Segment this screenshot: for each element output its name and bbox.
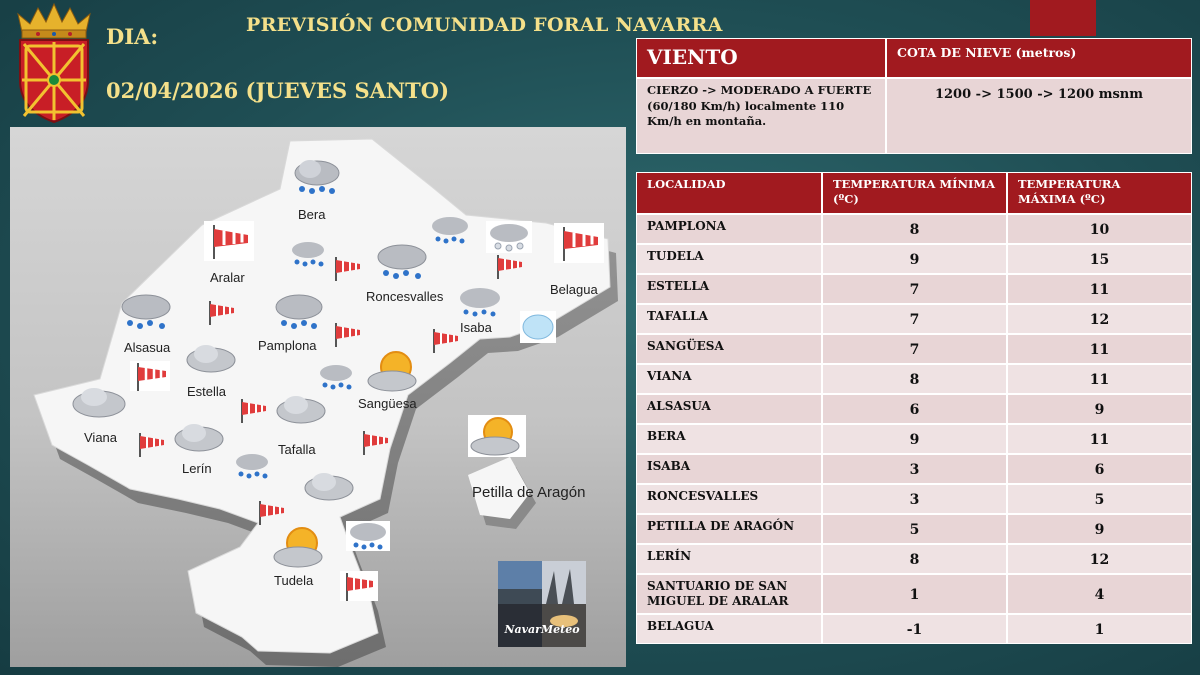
cell-locality: ESTELLA	[636, 274, 822, 304]
cell-max-temp: 6	[1007, 454, 1192, 484]
column-header-max-temp: TEMPERATURA MÁXIMA (ºC)	[1007, 172, 1192, 214]
cell-locality: LERÍN	[636, 544, 822, 574]
town-label-alsasua: Alsasua	[124, 340, 171, 355]
cell-min-temp: 8	[822, 544, 1007, 574]
table-row	[636, 514, 1192, 544]
cell-min-temp: 3	[822, 484, 1007, 514]
cell-locality: BERA	[636, 424, 822, 454]
town-label-estella: Estella	[187, 384, 227, 399]
cell-min-temp: 9	[822, 244, 1007, 274]
table-row	[636, 244, 1192, 274]
table-row	[636, 454, 1192, 484]
cell-locality: PETILLA DE ARAGÓN	[636, 514, 822, 544]
wind-description: CIERZO -> MODERADO A FUERTE (60/180 Km/h) localmente 110 Km/h en montaña.	[636, 78, 886, 154]
cell-min-temp: 7	[822, 274, 1007, 304]
cell-max-temp: 1	[1007, 614, 1192, 644]
cell-max-temp: 5	[1007, 484, 1192, 514]
sun-cloud-icon	[272, 525, 328, 569]
cell-max-temp: 11	[1007, 274, 1192, 304]
rain-cloud-icon	[290, 157, 344, 197]
cell-max-temp: 12	[1007, 544, 1192, 574]
snow-level-header: COTA DE NIEVE (metros)	[886, 38, 1192, 78]
cell-locality: SANGÜESA	[636, 334, 822, 364]
cell-locality: VIANA	[636, 364, 822, 394]
sun-cloud-icon	[468, 415, 526, 457]
rain-cloud-icon	[316, 363, 356, 391]
ice-icon	[520, 311, 556, 343]
town-label-viana: Viana	[84, 430, 118, 445]
town-label-pamplona: Pamplona	[258, 338, 317, 353]
cell-min-temp: 7	[822, 334, 1007, 364]
navarmeteo-logo	[498, 561, 586, 647]
windsock-icon	[204, 299, 238, 325]
cell-locality: RONCESVALLES	[636, 484, 822, 514]
cloud-icon	[302, 470, 356, 502]
table-row	[636, 214, 1192, 244]
day-label: DIA:	[106, 24, 159, 49]
cell-locality: BELAGUA	[636, 614, 822, 644]
rain-cloud-icon	[272, 292, 326, 334]
cell-locality: ISABA	[636, 454, 822, 484]
town-label-aralar: Aralar	[210, 270, 245, 285]
town-label-petilla: Petilla de Aragón	[472, 484, 586, 501]
navarra-coat-of-arms-icon	[8, 2, 100, 124]
town-label-lerin: Lerín	[182, 461, 212, 476]
windsock-icon	[204, 221, 254, 261]
column-header-min-temp: TEMPERATURA MÍNIMA (ºC)	[822, 172, 1007, 214]
forecast-date: 02/04/2026 (JUEVES SANTO)	[106, 78, 450, 103]
temperature-table-header	[636, 172, 1192, 214]
sun-cloud-icon	[366, 349, 422, 393]
town-label-roncesvalles: Roncesvalles	[366, 289, 444, 304]
windsock-icon	[340, 571, 378, 601]
cell-min-temp: 7	[822, 304, 1007, 334]
cloud-icon	[274, 393, 328, 425]
town-label-bera: Bera	[298, 207, 326, 222]
cloud-icon	[70, 385, 128, 419]
town-label-sanguesa: Sangüesa	[358, 396, 417, 411]
windsock-icon	[492, 253, 526, 279]
column-header-locality: LOCALIDAD	[636, 172, 822, 214]
cell-locality: TUDELA	[636, 244, 822, 274]
page-title: PREVISIÓN COMUNIDAD FORAL NAVARRA	[246, 14, 723, 36]
cell-max-temp: 11	[1007, 364, 1192, 394]
cell-min-temp: 8	[822, 214, 1007, 244]
cell-min-temp: 8	[822, 364, 1007, 394]
cell-min-temp: 9	[822, 424, 1007, 454]
table-row	[636, 424, 1192, 454]
windsock-icon	[330, 321, 364, 347]
cell-max-temp: 4	[1007, 574, 1192, 614]
snow-cloud-icon	[486, 221, 532, 253]
table-row	[636, 304, 1192, 334]
table-row	[636, 334, 1192, 364]
cell-max-temp: 11	[1007, 334, 1192, 364]
cell-max-temp: 11	[1007, 424, 1192, 454]
windsock-icon	[254, 499, 288, 525]
table-row	[636, 394, 1192, 424]
cell-min-temp: 1	[822, 574, 1007, 614]
table-row	[636, 544, 1192, 574]
cell-max-temp: 9	[1007, 394, 1192, 424]
rain-cloud-icon	[456, 285, 504, 321]
table-row	[636, 484, 1192, 514]
cell-min-temp: -1	[822, 614, 1007, 644]
cell-locality: SANTUARIO DE SAN MIGUEL DE ARALAR	[636, 574, 822, 614]
windsock-icon	[358, 429, 392, 455]
cell-max-temp: 15	[1007, 244, 1192, 274]
table-row	[636, 364, 1192, 394]
wind-header: VIENTO	[636, 38, 886, 78]
cell-min-temp: 6	[822, 394, 1007, 424]
table-row	[636, 614, 1192, 644]
cell-locality: ALSASUA	[636, 394, 822, 424]
navarmeteo-label: NavarMeteo	[504, 623, 580, 636]
corner-tab	[1030, 0, 1096, 36]
windsock-icon	[134, 431, 168, 457]
navarra-map-panel	[10, 127, 626, 667]
windsock-icon	[428, 327, 462, 353]
town-label-tudela: Tudela	[274, 573, 314, 588]
windsock-icon	[330, 255, 364, 281]
rain-cloud-icon	[288, 240, 328, 268]
cloud-icon	[184, 342, 238, 374]
windsock-icon	[130, 361, 170, 391]
town-label-tafalla: Tafalla	[278, 442, 316, 457]
cell-locality: PAMPLONA	[636, 214, 822, 244]
cell-max-temp: 10	[1007, 214, 1192, 244]
rain-cloud-icon	[232, 452, 272, 480]
cell-max-temp: 12	[1007, 304, 1192, 334]
cell-max-temp: 9	[1007, 514, 1192, 544]
windsock-icon	[236, 397, 270, 423]
cloud-icon	[172, 421, 226, 453]
table-row	[636, 574, 1192, 614]
town-label-isaba: Isaba	[460, 320, 492, 335]
rain-cloud-icon	[374, 243, 430, 283]
cell-locality: TAFALLA	[636, 304, 822, 334]
town-label-belagua: Belagua	[550, 282, 598, 297]
windsock-icon	[554, 223, 604, 263]
cell-min-temp: 3	[822, 454, 1007, 484]
snow-level-value: 1200 -> 1500 -> 1200 msnm	[886, 78, 1192, 154]
rain-cloud-icon	[118, 292, 174, 334]
rain-cloud-icon	[346, 521, 390, 551]
cell-min-temp: 5	[822, 514, 1007, 544]
table-row	[636, 274, 1192, 304]
rain-cloud-icon	[428, 215, 472, 245]
